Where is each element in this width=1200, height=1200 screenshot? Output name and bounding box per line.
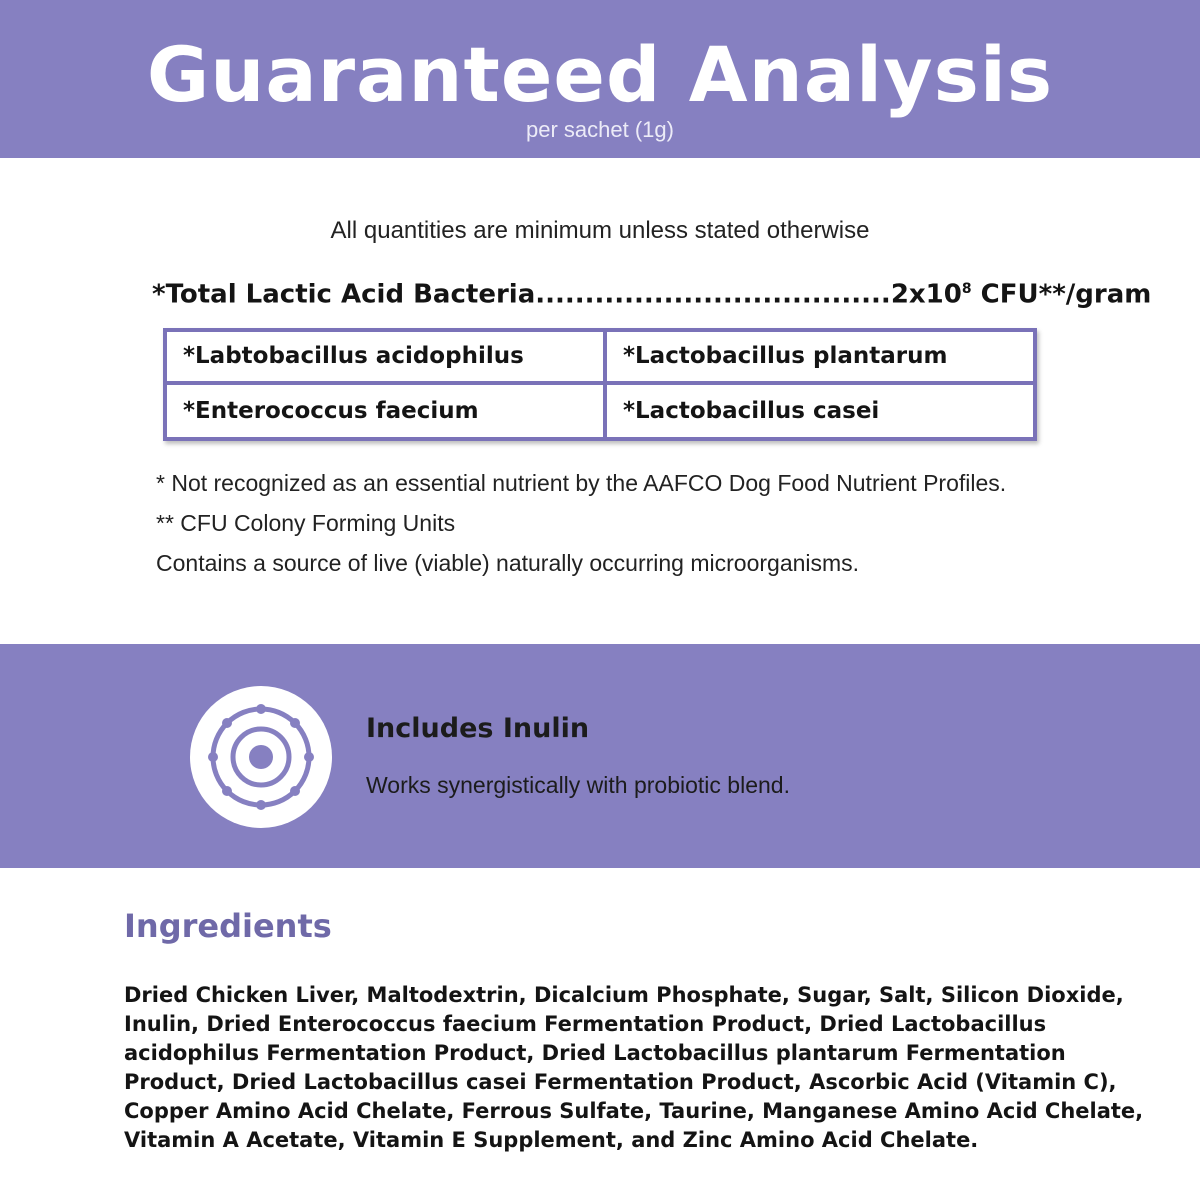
strain-cell: *Lactobacillus plantarum [603, 332, 1033, 385]
ingredients-list: Dried Chicken Liver, Maltodextrin, Dicalcium Phosphate, Sugar, Salt, Silicon Dioxide, Inulin, Dried Enterococcus faecium Fermentation Product, Dried Lactobacillus acidophilus Fermentation Product, Dried Lactobacillus plantarum Fermentation Product, Dried Lactobacillus casei Fermentation Product, Ascorbic Acid (Vitamin C), Copper Amino Acid Chelate, Ferrous Sulfate, Taurine, Manganese Amino Acid Chelate, Vitamin A Acetate, Vitamin E Supplement, and Zinc Amino Acid Chelate. [124, 983, 1144, 1152]
total-bacteria-unit: CFU**/gram [971, 279, 1152, 310]
page-subtitle: per sachet (1g) [526, 117, 674, 142]
page-title: Guaranteed Analysis [146, 30, 1054, 119]
total-bacteria-label: *Total Lactic Acid Bacteria.................................... [152, 279, 891, 310]
ingredients-heading: Ingredients [124, 907, 332, 945]
strain-cell: *Lactobacillus casei [603, 385, 1033, 438]
footnote-cfu: ** CFU Colony Forming Units [156, 510, 456, 536]
strain-cell: *Enterococcus faecium [183, 397, 479, 424]
footnote-live: Contains a source of live (viable) naturally occurring microorganisms. [156, 550, 860, 576]
inulin-icon-circle [190, 686, 332, 828]
inulin-description: Works synergistically with probiotic blend. [366, 772, 790, 798]
footnote-aafco: * Not recognized as an essential nutrient by the AAFCO Dog Food Nutrient Profiles. [156, 470, 1007, 496]
inulin-band [0, 644, 1200, 868]
total-bacteria-line [152, 272, 1152, 312]
total-bacteria-value: 2x10 [890, 279, 962, 310]
strain-cell: *Labtobacillus acidophilus [167, 332, 603, 385]
strain-table [163, 328, 1037, 441]
quantities-note: All quantities are minimum unless stated otherwise [330, 217, 870, 244]
total-bacteria-exponent: 8 [961, 281, 972, 297]
molecule-icon [190, 686, 332, 828]
inulin-title: Includes Inulin [366, 713, 590, 744]
